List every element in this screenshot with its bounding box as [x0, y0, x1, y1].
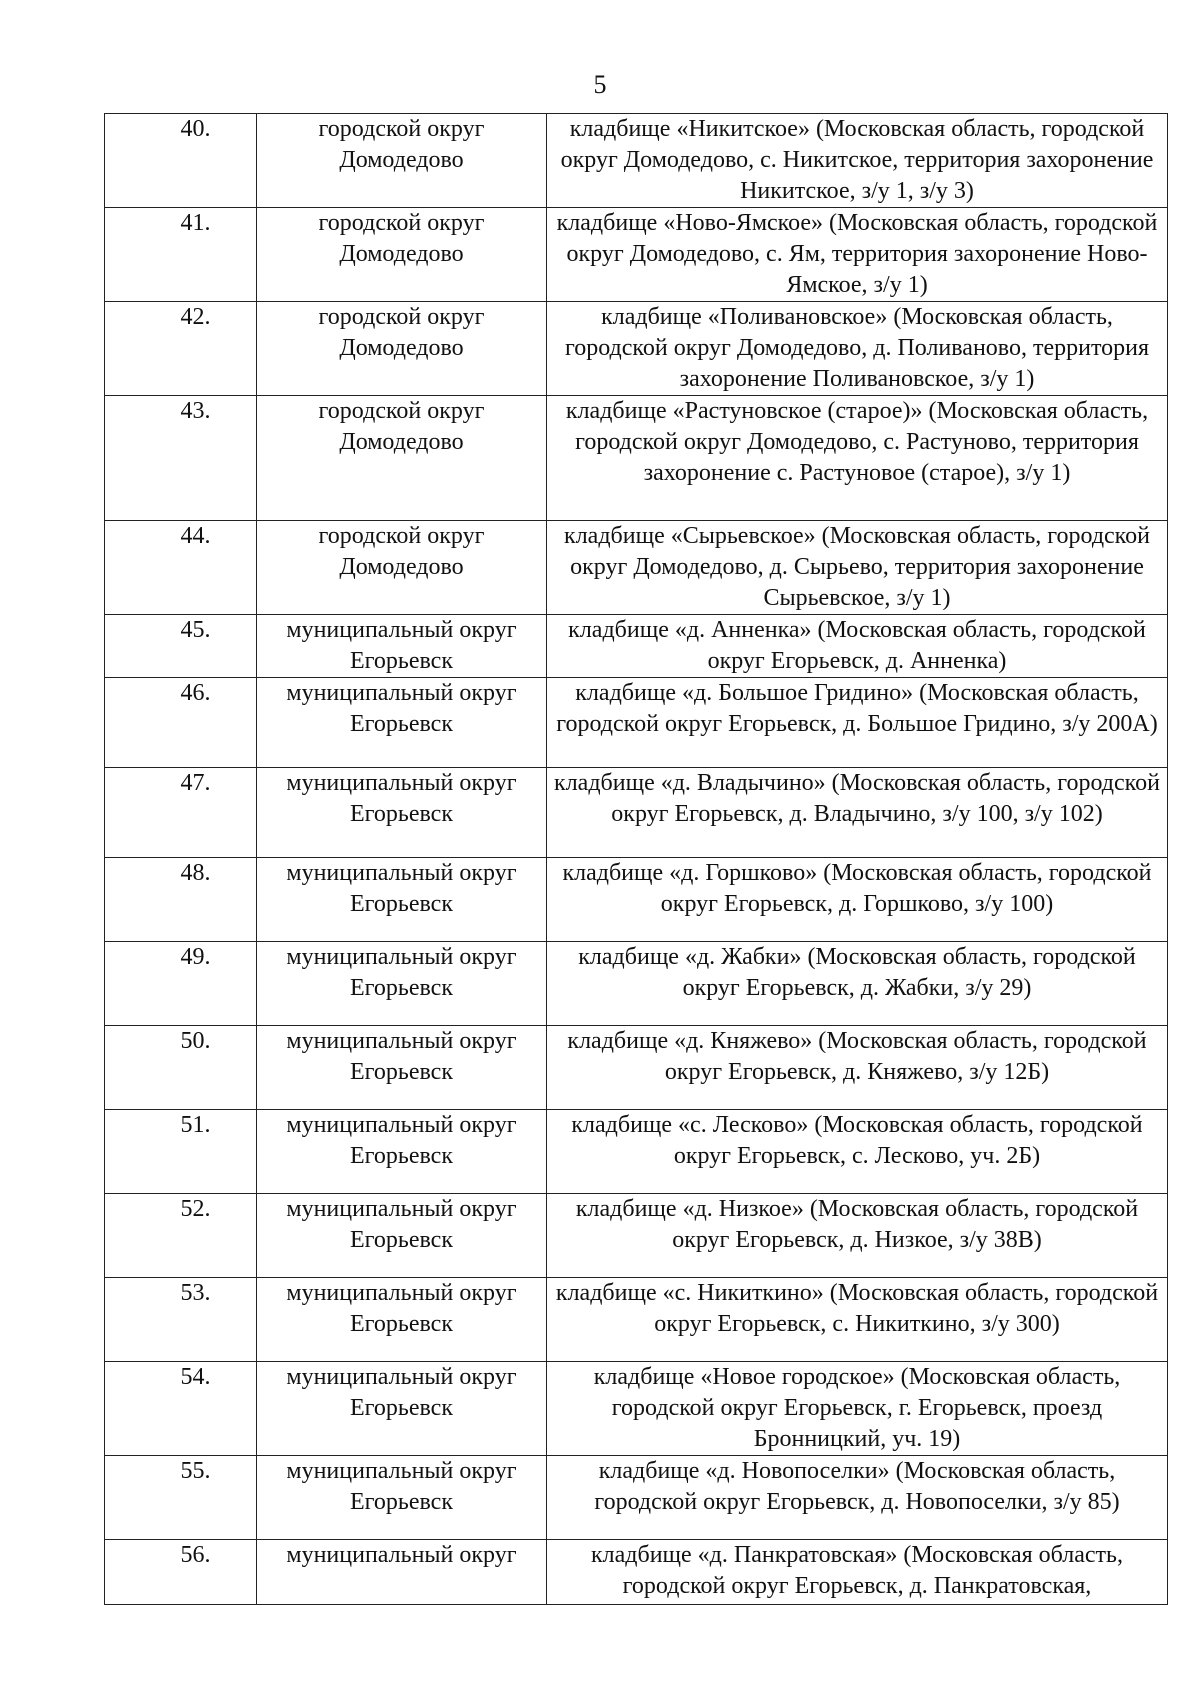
row-number: 56.: [105, 1540, 257, 1605]
table-row: [105, 208, 1168, 302]
municipality-cell: муниципальный округ Егорьевск: [257, 1110, 547, 1194]
municipality-cell: городской округ Домодедово: [257, 521, 547, 615]
row-number: 53.: [105, 1278, 257, 1362]
cemetery-cell: кладбище «Растуновское (старое)» (Московская область, городской округ Домодедово, с. Растуново, территория захоронение с. Растуновое (старое), з/у 1): [547, 396, 1168, 521]
cemetery-cell: кладбище «Ново-Ямское» (Московская область, городской округ Домодедово, с. Ям, территория захоронение Ново-Ямское, з/у 1): [547, 208, 1168, 302]
cemetery-cell: кладбище «с. Никиткино» (Московская область, городской округ Егорьевск, с. Никиткино, з/у 300): [547, 1278, 1168, 1362]
municipality-cell: муниципальный округ Егорьевск: [257, 1278, 547, 1362]
table-row: [105, 1362, 1168, 1456]
cemetery-cell: кладбище «д. Анненка» (Московская область, городской округ Егорьевск, д. Анненка): [547, 615, 1168, 678]
cemetery-cell: кладбище «с. Лесково» (Московская область, городской округ Егорьевск, с. Лесково, уч. 2Б): [547, 1110, 1168, 1194]
table-row: [105, 521, 1168, 615]
row-number: 43.: [105, 396, 257, 521]
row-number: 41.: [105, 208, 257, 302]
table-row: [105, 858, 1168, 942]
municipality-cell: городской округ Домодедово: [257, 396, 547, 521]
table-row: [105, 1110, 1168, 1194]
table-row: [105, 1278, 1168, 1362]
cemetery-cell: кладбище «Сырьевское» (Московская область, городской округ Домодедово, д. Сырьево, территория захоронение Сырьевское, з/у 1): [547, 521, 1168, 615]
cemetery-cell: кладбище «Новое городское» (Московская область, городской округ Егорьевск, г. Егорьевск, проезд Бронницкий, уч. 19): [547, 1362, 1168, 1456]
municipality-cell: городской округ Домодедово: [257, 302, 547, 396]
row-number: 47.: [105, 768, 257, 858]
table-row: [105, 678, 1168, 768]
cemetery-cell: кладбище «д. Владычино» (Московская область, городской округ Егорьевск, д. Владычино, з/у 100, з/у 102): [547, 768, 1168, 858]
municipality-cell: муниципальный округ Егорьевск: [257, 678, 547, 768]
cemetery-cell: кладбище «д. Панкратовская» (Московская область, городской округ Егорьевск, д. Панкратовская,: [547, 1540, 1168, 1605]
municipality-cell: муниципальный округ Егорьевск: [257, 1456, 547, 1540]
cemetery-registry-table: [104, 113, 1168, 1605]
cemetery-cell: кладбище «Поливановское» (Московская область, городской округ Домодедово, д. Поливаново, территория захоронение Поливановское, з/у 1): [547, 302, 1168, 396]
cemetery-cell: кладбище «д. Жабки» (Московская область, городской округ Егорьевск, д. Жабки, з/у 29): [547, 942, 1168, 1026]
municipality-cell: муниципальный округ Егорьевск: [257, 858, 547, 942]
cemetery-cell: кладбище «Никитское» (Московская область, городской округ Домодедово, с. Никитское, территория захоронение Никитское, з/у 1, з/у 3): [547, 114, 1168, 208]
row-number: 52.: [105, 1194, 257, 1278]
row-number: 50.: [105, 1026, 257, 1110]
row-number: 40.: [105, 114, 257, 208]
cemetery-cell: кладбище «д. Новопоселки» (Московская область, городской округ Егорьевск, д. Новопоселки, з/у 85): [547, 1456, 1168, 1540]
table-row: [105, 114, 1168, 208]
table-row: [105, 615, 1168, 678]
row-number: 49.: [105, 942, 257, 1026]
table-row: [105, 942, 1168, 1026]
row-number: 51.: [105, 1110, 257, 1194]
cemetery-cell: кладбище «д. Большое Гридино» (Московская область, городской округ Егорьевск, д. Большое Гридино, з/у 200А): [547, 678, 1168, 768]
municipality-cell: муниципальный округ Егорьевск: [257, 1194, 547, 1278]
municipality-cell: муниципальный округ Егорьевск: [257, 615, 547, 678]
row-number: 54.: [105, 1362, 257, 1456]
cemetery-cell: кладбище «д. Низкое» (Московская область, городской округ Егорьевск, д. Низкое, з/у 38В): [547, 1194, 1168, 1278]
row-number: 48.: [105, 858, 257, 942]
municipality-cell: муниципальный округ Егорьевск: [257, 1026, 547, 1110]
row-number: 46.: [105, 678, 257, 768]
municipality-cell: муниципальный округ Егорьевск: [257, 768, 547, 858]
table-row: [105, 1540, 1168, 1605]
row-number: 42.: [105, 302, 257, 396]
table-row: [105, 396, 1168, 521]
municipality-cell: городской округ Домодедово: [257, 114, 547, 208]
table-row: [105, 302, 1168, 396]
row-number: 55.: [105, 1456, 257, 1540]
municipality-cell: городской округ Домодедово: [257, 208, 547, 302]
row-number: 44.: [105, 521, 257, 615]
cemetery-cell: кладбище «д. Горшково» (Московская область, городской округ Егорьевск, д. Горшково, з/у 100): [547, 858, 1168, 942]
row-number: 45.: [105, 615, 257, 678]
table-row: [105, 768, 1168, 858]
municipality-cell: муниципальный округ Егорьевск: [257, 1362, 547, 1456]
municipality-cell: муниципальный округ Егорьевск: [257, 942, 547, 1026]
table-row: [105, 1026, 1168, 1110]
cemetery-cell: кладбище «д. Княжево» (Московская область, городской округ Егорьевск, д. Княжево, з/у 12Б): [547, 1026, 1168, 1110]
page-number: 5: [593, 70, 607, 99]
table-row: [105, 1194, 1168, 1278]
table-row: [105, 1456, 1168, 1540]
municipality-cell: муниципальный округ: [257, 1540, 547, 1605]
